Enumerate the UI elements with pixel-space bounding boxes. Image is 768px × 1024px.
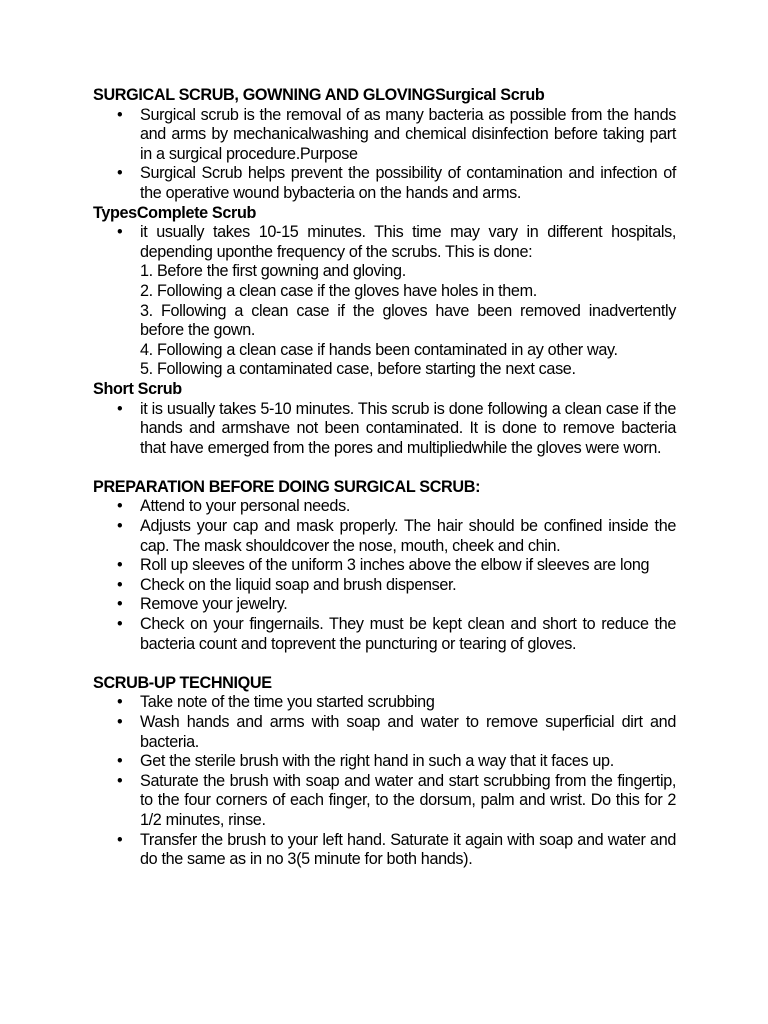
spacer [93, 654, 676, 674]
document-body [93, 86, 676, 870]
list-item: • Saturate the brush with soap and water and start scrubbing from the fingertip, to the four corners of each finger, to the dorsum, palm and wrist. Do this for 2 1/2 minutes, rinse. [140, 772, 676, 831]
intro-list [93, 106, 676, 204]
list-item: • Get the sterile brush with the right hand in such a way that it faces up. [140, 752, 676, 772]
short-scrub-list [93, 400, 676, 459]
complete-scrub-list [93, 223, 676, 380]
numbered-item: 1. Before the first gowning and gloving. [140, 262, 406, 281]
list-item: • Check on the liquid soap and brush dispenser. [140, 576, 676, 596]
spacer [93, 458, 676, 478]
numbered-item: 3. Following a clean case if the gloves have been removed inadvertently before the gown. [140, 301, 676, 340]
list-item: • Surgical scrub is the removal of as many bacteria as possible from the hands and arms by mechanicalwashing and chemical disinfection before taking part in a surgical procedure.Purpose [140, 106, 676, 165]
preparation-heading: PREPARATION BEFORE DOING SURGICAL SCRUB: [93, 477, 481, 496]
list-item: • Surgical Scrub helps prevent the possibility of contamination and infection of the operative wound bybacteria on the hands and arms. [140, 164, 676, 203]
list-item: • Wash hands and arms with soap and water to remove superficial dirt and bacteria. [140, 713, 676, 752]
list-item [140, 223, 676, 380]
preparation-list [93, 497, 676, 654]
numbered-item: 5. Following a contaminated case, before starting the next case. [140, 360, 576, 379]
numbered-item: 4. Following a clean case if hands been contaminated in ay other way. [140, 340, 618, 359]
document-title: SURGICAL SCRUB, GOWNING AND GLOVINGSurgical Scrub [93, 86, 545, 104]
list-item: • it is usually takes 5-10 minutes. This scrub is done following a clean case if the hands and armshave not been contaminated. It is done to remove bacteria that have emerged from the pores and multipliedwhile the gloves were worn. [140, 400, 676, 459]
technique-heading: SCRUB-UP TECHNIQUE [93, 673, 272, 692]
technique-list [93, 693, 676, 869]
list-item: • Check on your fingernails. They must be kept clean and short to reduce the bacteria count and toprevent the puncturing or tearing of gloves. [140, 615, 676, 654]
list-item: • Adjusts your cap and mask properly. The hair should be confined inside the cap. The mask shouldcover the nose, mouth, cheek and chin. [140, 517, 676, 556]
list-item: • Roll up sleeves of the uniform 3 inches above the elbow if sleeves are long [140, 556, 676, 576]
list-item: • Remove your jewelry. [140, 595, 676, 615]
complete-scrub-text: it usually takes 10-15 minutes. This time may vary in different hospitals, depending uponthe frequency of the scrubs. This is done: [140, 223, 676, 261]
list-item: • Attend to your personal needs. [140, 497, 676, 517]
numbered-item: 2. Following a clean case if the gloves have holes in them. [140, 281, 537, 300]
short-scrub-heading: Short Scrub [93, 379, 182, 398]
list-item: • Transfer the brush to your left hand. Saturate it again with soap and water and do the same as in no 3(5 minute for both hands). [140, 831, 676, 870]
list-item: • Take note of the time you started scrubbing [140, 693, 676, 713]
types-heading: TypesComplete Scrub [93, 203, 257, 222]
